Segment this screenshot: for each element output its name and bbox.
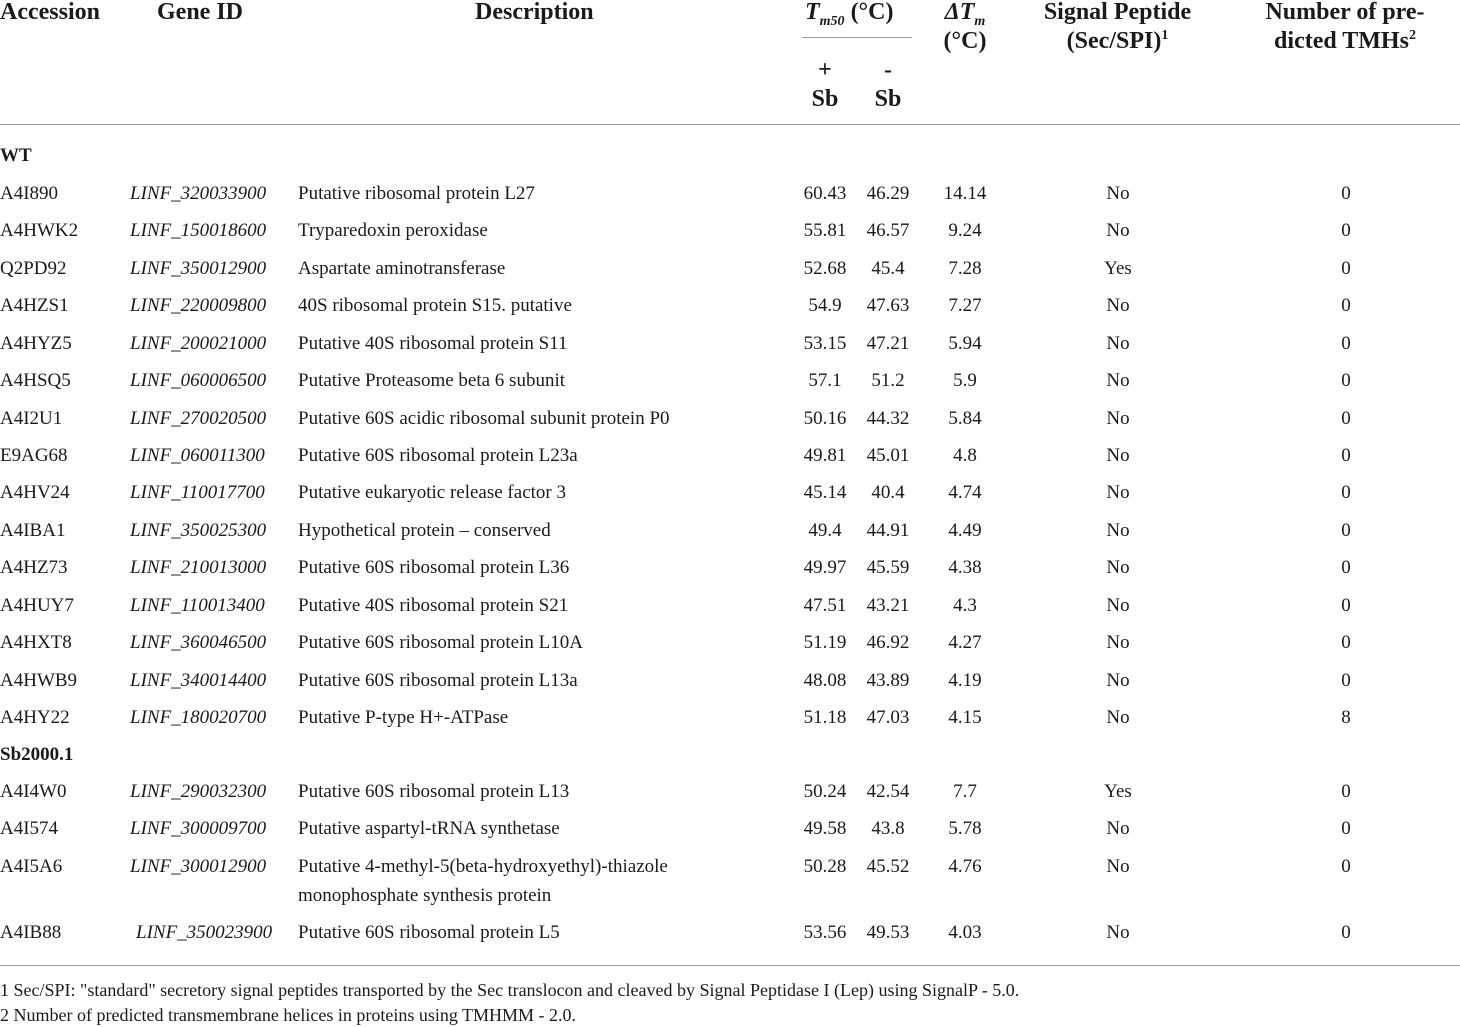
header-delta-tm [930,0,1000,56]
signal-peptide-cell: Yes [1104,258,1132,279]
accession-cell: Q2PD92 [0,258,67,279]
description-cell: Putative aspartyl-tRNA synthetase [298,818,560,839]
description-cell-continued: monophosphate synthesis protein [298,885,552,906]
delta-tm-cell: 4.38 [948,557,982,578]
signal-peptide-cell: No [1106,520,1130,541]
description-cell: Putative P-type H+-ATPase [298,707,509,728]
minus-sb-cell: 47.03 [866,707,910,728]
gene-id-cell: LINF_200021000 [130,333,267,354]
signal-peptide-cell: No [1106,445,1130,466]
tm50-symbol: T [805,0,820,25]
accession-cell: A4I2U1 [0,408,63,429]
signal-peptide-cell: No [1106,595,1130,616]
minus-sb-cell: 43.21 [866,595,910,616]
tmh-count-cell: 0 [1341,408,1351,429]
tmh-count-cell: 0 [1341,922,1351,943]
minus-sb-cell: 46.29 [866,183,910,204]
signal-peptide-cell: No [1106,818,1130,839]
signal-line2: (Sec/SPI) [1066,28,1162,54]
gene-id-cell: LINF_060011300 [130,445,265,466]
header-rule [0,124,1460,125]
minus-sb-cell: 43.89 [866,670,910,691]
gene-id-cell: LINF_300009700 [130,818,267,839]
gene-id-cell: LINF_320033900 [130,183,267,204]
signal-peptide-cell: Yes [1104,781,1132,802]
tmh-count-cell: 0 [1341,557,1351,578]
accession-cell: A4HZS1 [0,295,69,316]
header-plus-sb [803,56,847,114]
accession-cell: A4HWB9 [0,670,78,691]
header-gene-id: Gene ID [157,0,243,25]
tmh-count-cell: 0 [1341,818,1351,839]
accession-cell: A4IB88 [0,922,62,943]
plus-sb-cell: 54.9 [808,295,842,316]
description-cell: Putative 40S ribosomal protein S21 [298,595,569,616]
delta-tm-cell: 4.15 [948,707,982,728]
description-cell: Putative Proteasome beta 6 subunit [298,370,566,391]
footnote-1: 1 Sec/SPI: "standard" secretory signal peptides transported by the Sec translocon and cleaved by Signal Peptidase I (Lep) using SignalP - 5.0. [0,980,1020,1000]
accession-cell: A4I574 [0,818,59,839]
tmh-count-cell: 0 [1341,220,1351,241]
tmh-count-cell: 0 [1341,781,1351,802]
header-description: Description [475,0,594,25]
signal-peptide-cell: No [1106,408,1130,429]
delta-tm-cell: 5.84 [948,408,982,429]
description-cell: Putative 40S ribosomal protein S11 [298,333,568,354]
delta-tm-cell: 4.3 [953,595,977,616]
plus-sb-cell: 50.28 [803,856,847,877]
plus-sb-cell: 51.19 [803,632,847,653]
delta-tm-cell: 14.14 [943,183,987,204]
accession-cell: A4HYZ5 [0,333,72,354]
minus-sb-cell: 45.52 [866,856,910,877]
gene-id-cell: LINF_060006500 [130,370,267,391]
plus-sb-cell: 51.18 [803,707,847,728]
delta-tm-unit: (°C) [943,28,987,54]
plus-sb-cell: 49.97 [803,557,847,578]
signal-peptide-cell: No [1106,183,1130,204]
tmh-count-cell: 8 [1341,707,1351,728]
bottom-rule [0,965,1460,966]
delta-tm-cell: 4.19 [948,670,982,691]
description-cell: 40S ribosomal protein S15. putative [298,295,572,316]
signal-peptide-cell: No [1106,557,1130,578]
signal-peptide-cell: No [1106,670,1130,691]
delta-tm-cell: 4.8 [953,445,977,466]
delta-tm-cell: 7.7 [953,781,977,802]
tm50-subscript: m50 [819,13,845,29]
gene-id-cell: LINF_110017700 [130,482,265,503]
accession-cell: A4HWK2 [0,220,79,241]
plus-sb-cell: 49.81 [803,445,847,466]
accession-cell: A4HXT8 [0,632,72,653]
delta-tm-cell: 4.27 [948,632,982,653]
signal-peptide-cell: No [1106,922,1130,943]
description-cell: Putative 4-methyl-5(beta-hydroxyethyl)-thiazole [298,856,668,877]
minus-sb-cell: 51.2 [871,370,905,391]
minus-sb-cell: 42.54 [866,781,910,802]
accession-cell: A4IBA1 [0,520,66,541]
gene-id-cell: LINF_150018600 [130,220,267,241]
gene-id-cell: LINF_270020500 [130,408,267,429]
tmh-count-cell: 0 [1341,595,1351,616]
accession-cell: A4I5A6 [0,856,63,877]
header-signal-peptide [1015,0,1220,56]
plus-sb-cell: 55.81 [803,220,847,241]
sb-label: Sb [811,86,839,112]
gene-id-cell: LINF_110013400 [130,595,265,616]
gene-id-cell: LINF_360046500 [130,632,267,653]
plus-sb-cell: 57.1 [808,370,842,391]
signal-peptide-cell: No [1106,856,1130,877]
tmh-count-cell: 0 [1341,520,1351,541]
plus-sb-cell: 60.43 [803,183,847,204]
tm50-underline [802,37,912,38]
gene-id-cell: LINF_350025300 [130,520,267,541]
delta-tm-cell: 4.74 [948,482,982,503]
accession-cell: E9AG68 [0,445,68,466]
minus-sign: - [884,57,892,83]
minus-sb-cell: 40.4 [871,482,905,503]
plus-sb-cell: 49.58 [803,818,847,839]
description-cell: Aspartate aminotransferase [298,258,506,279]
minus-sb-cell: 47.21 [866,333,910,354]
delta-tm-cell: 5.9 [953,370,977,391]
delta-tm-cell: 4.76 [948,856,982,877]
description-cell: Putative 60S ribosomal protein L10A [298,632,583,653]
signal-peptide-cell: No [1106,295,1130,316]
signal-peptide-cell: No [1106,370,1130,391]
accession-cell: A4HZ73 [0,557,68,578]
tmh-count-cell: 0 [1341,370,1351,391]
description-cell: Putative 60S ribosomal protein L13 [298,781,570,802]
description-cell: Tryparedoxin peroxidase [298,220,488,241]
delta-tm-cell: 4.03 [948,922,982,943]
tmh-line1: Number of pre- [1265,0,1425,25]
minus-sb-cell: 49.53 [866,922,910,943]
tmh-count-cell: 0 [1341,445,1351,466]
minus-sb-cell: 46.92 [866,632,910,653]
description-cell: Putative 60S ribosomal protein L23a [298,445,578,466]
header-accession: Accession [0,0,100,25]
minus-sb-cell: 47.63 [866,295,910,316]
header-minus-sb [866,56,910,114]
minus-sb-cell: 44.91 [866,520,910,541]
description-cell: Putative 60S ribosomal protein L13a [298,670,578,691]
minus-sb-cell: 45.59 [866,557,910,578]
plus-sb-cell: 48.08 [803,670,847,691]
tmh-count-cell: 0 [1341,632,1351,653]
tmh-footnote-mark: 2 [1408,28,1416,43]
plus-sb-cell: 52.68 [803,258,847,279]
gene-id-cell: LINF_220009800 [130,295,267,316]
accession-cell: A4HUY7 [0,595,74,616]
accession-cell: A4HSQ5 [0,370,71,391]
tmh-line2: dicted TMHs [1274,28,1409,54]
tmh-count-cell: 0 [1341,258,1351,279]
delta-tm-subscript: m [974,13,986,29]
gene-id-cell: LINF_350012900 [130,258,267,279]
gene-id-cell: LINF_290032300 [130,781,267,802]
section-label-sb2000: Sb2000.1 [0,744,74,765]
plus-sb-cell: 50.16 [803,408,847,429]
tmh-count-cell: 0 [1341,856,1351,877]
description-cell: Hypothetical protein – conserved [298,520,551,541]
plus-sb-cell: 53.15 [803,333,847,354]
delta-tm-cell: 7.27 [948,295,982,316]
signal-peptide-cell: No [1106,220,1130,241]
signal-line1: Signal Peptide [1043,0,1192,25]
footnote-2: 2 Number of predicted transmembrane helices in proteins using TMHMM - 2.0. [0,1005,577,1025]
plus-sb-cell: 49.4 [808,520,842,541]
minus-sb-cell: 46.57 [866,220,910,241]
description-cell: Putative eukaryotic release factor 3 [298,482,566,503]
tmh-count-cell: 0 [1341,295,1351,316]
tmh-count-cell: 0 [1341,183,1351,204]
description-cell: Putative 60S acidic ribosomal subunit protein P0 [298,408,670,429]
plus-sign: + [818,57,832,83]
description-cell: Putative 60S ribosomal protein L36 [298,557,570,578]
signal-peptide-cell: No [1106,333,1130,354]
signal-peptide-cell: No [1106,482,1130,503]
gene-id-cell: LINF_210013000 [130,557,267,578]
tmh-count-cell: 0 [1341,482,1351,503]
gene-id-cell: LINF_350023900 [136,922,273,943]
delta-tm-symbol: ΔT [944,0,975,25]
gene-id-cell: LINF_340014400 [130,670,267,691]
delta-tm-cell: 7.28 [948,258,982,279]
accession-cell: A4HV24 [0,482,70,503]
minus-sb-cell: 45.4 [871,258,905,279]
plus-sb-cell: 47.51 [803,595,847,616]
tm50-unit: (°C) [850,0,894,25]
gene-id-cell: LINF_300012900 [130,856,267,877]
delta-tm-cell: 5.78 [948,818,982,839]
delta-tm-cell: 5.94 [948,333,982,354]
description-cell: Putative 60S ribosomal protein L5 [298,922,560,943]
signal-peptide-cell: No [1106,707,1130,728]
plus-sb-cell: 50.24 [803,781,847,802]
accession-cell: A4HY22 [0,707,70,728]
minus-sb-cell: 43.8 [871,818,905,839]
tmh-count-cell: 0 [1341,333,1351,354]
signal-peptide-cell: No [1106,632,1130,653]
header-tmhs [1240,0,1450,56]
plus-sb-cell: 53.56 [803,922,847,943]
delta-tm-cell: 4.49 [948,520,982,541]
accession-cell: A4I4W0 [0,781,67,802]
delta-tm-cell: 9.24 [948,220,982,241]
tmh-count-cell: 0 [1341,670,1351,691]
minus-sb-cell: 45.01 [866,445,910,466]
gene-id-cell: LINF_180020700 [130,707,267,728]
sb-label: Sb [874,86,902,112]
accession-cell: A4I890 [0,183,59,204]
description-cell: Putative ribosomal protein L27 [298,183,535,204]
section-label-wt: WT [0,145,32,166]
minus-sb-cell: 44.32 [866,408,910,429]
plus-sb-cell: 45.14 [803,482,847,503]
signal-footnote-mark: 1 [1161,28,1169,43]
header-tm50 [805,0,893,27]
